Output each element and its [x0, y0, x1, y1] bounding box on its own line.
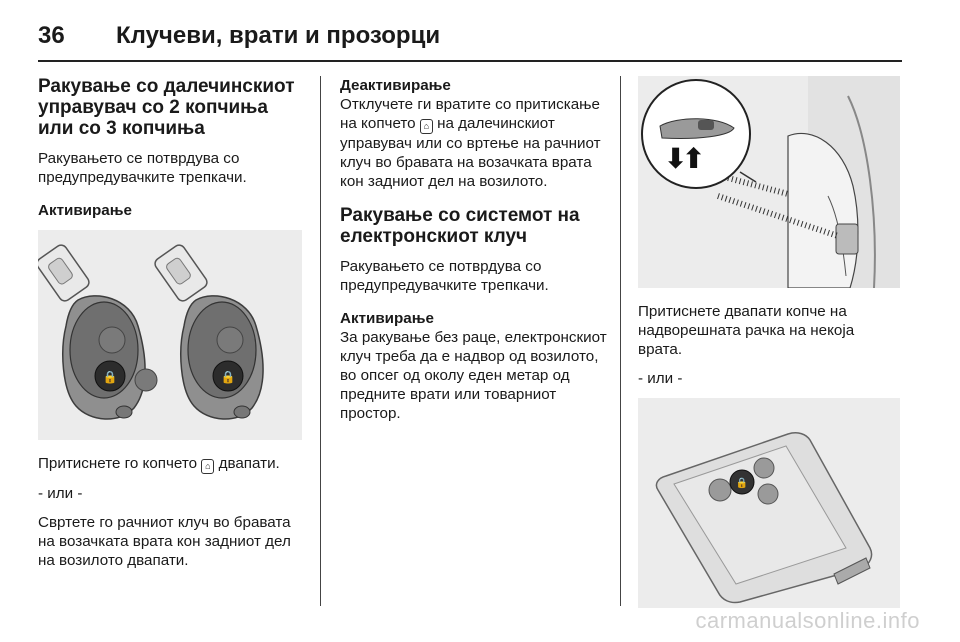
instruction-turn-key: Свртете го рачниот клуч во бравата на возачката врата кон задниот дел на возилото двапати. — [38, 514, 291, 569]
instruction-press-twice: Притиснете го копчето ⌂ двапати. — [38, 455, 280, 472]
or-separator: - или - — [38, 485, 83, 502]
column-divider-1 — [320, 76, 321, 606]
card-key-figure — [638, 398, 900, 608]
handsfree-text: За ракување без раце, електронскиот клуч треба да е надвор од возилото, во опсег од околу еден метар од предните врати или товарниот простор. — [340, 329, 607, 422]
instruction-press-handle: Притиснете двапати копче на надворешната рачка на некоја врата. — [638, 303, 855, 358]
page-header — [38, 16, 440, 56]
subheading-deactivate: Деактивирање — [340, 77, 451, 94]
remote-keys-figure — [38, 230, 302, 440]
subheading-activate-2: Активирање — [340, 310, 434, 327]
column-2 — [340, 76, 608, 433]
svg-text:🔒: 🔒 — [220, 370, 236, 384]
section-heading: Ракување со далечинскиот управувач со 2 копчиња или со 3 копчиња — [38, 76, 295, 139]
header-rule — [38, 60, 902, 62]
svg-text:⬆: ⬆ — [682, 143, 706, 174]
column-divider-2 — [620, 76, 621, 606]
remote-keys-illustration — [38, 230, 302, 440]
section-heading-electronic-key: Ракување со системот на електронскиот клуч — [340, 205, 580, 247]
intro-text-2: Ракувањето се потврдува со предупредувачките трепкачи. — [340, 258, 549, 294]
door-handle-illustration — [638, 76, 900, 288]
unlock-icon: ⌂ — [420, 119, 433, 134]
subheading-activate: Активирање — [38, 202, 132, 219]
intro-text: Ракувањето се потврдува со предупредувачките трепкачи. — [38, 150, 247, 186]
deactivate-text: Отклучете ги вратите со притискање на копчето ⌂ на далечинскиот управувач или со вртење на рачниот клуч во бравата на возачката врата кон задниот дел на возилото. — [340, 96, 601, 190]
page-number: 36 — [38, 22, 65, 49]
svg-text:🔒: 🔒 — [735, 478, 749, 489]
column-1 — [38, 76, 306, 580]
svg-text:🔒: 🔒 — [102, 370, 118, 384]
door-handle-figure — [638, 76, 900, 288]
watermark: carmanualsonline.info — [695, 608, 920, 633]
svg-text:⬇: ⬇ — [664, 143, 688, 174]
lock-icon: ⌂ — [201, 459, 214, 474]
column-3 — [638, 76, 902, 608]
card-key-illustration — [638, 398, 900, 608]
page-title: Клучеви, врати и прозорци — [116, 22, 441, 49]
or-separator-2: - или - — [638, 370, 683, 387]
